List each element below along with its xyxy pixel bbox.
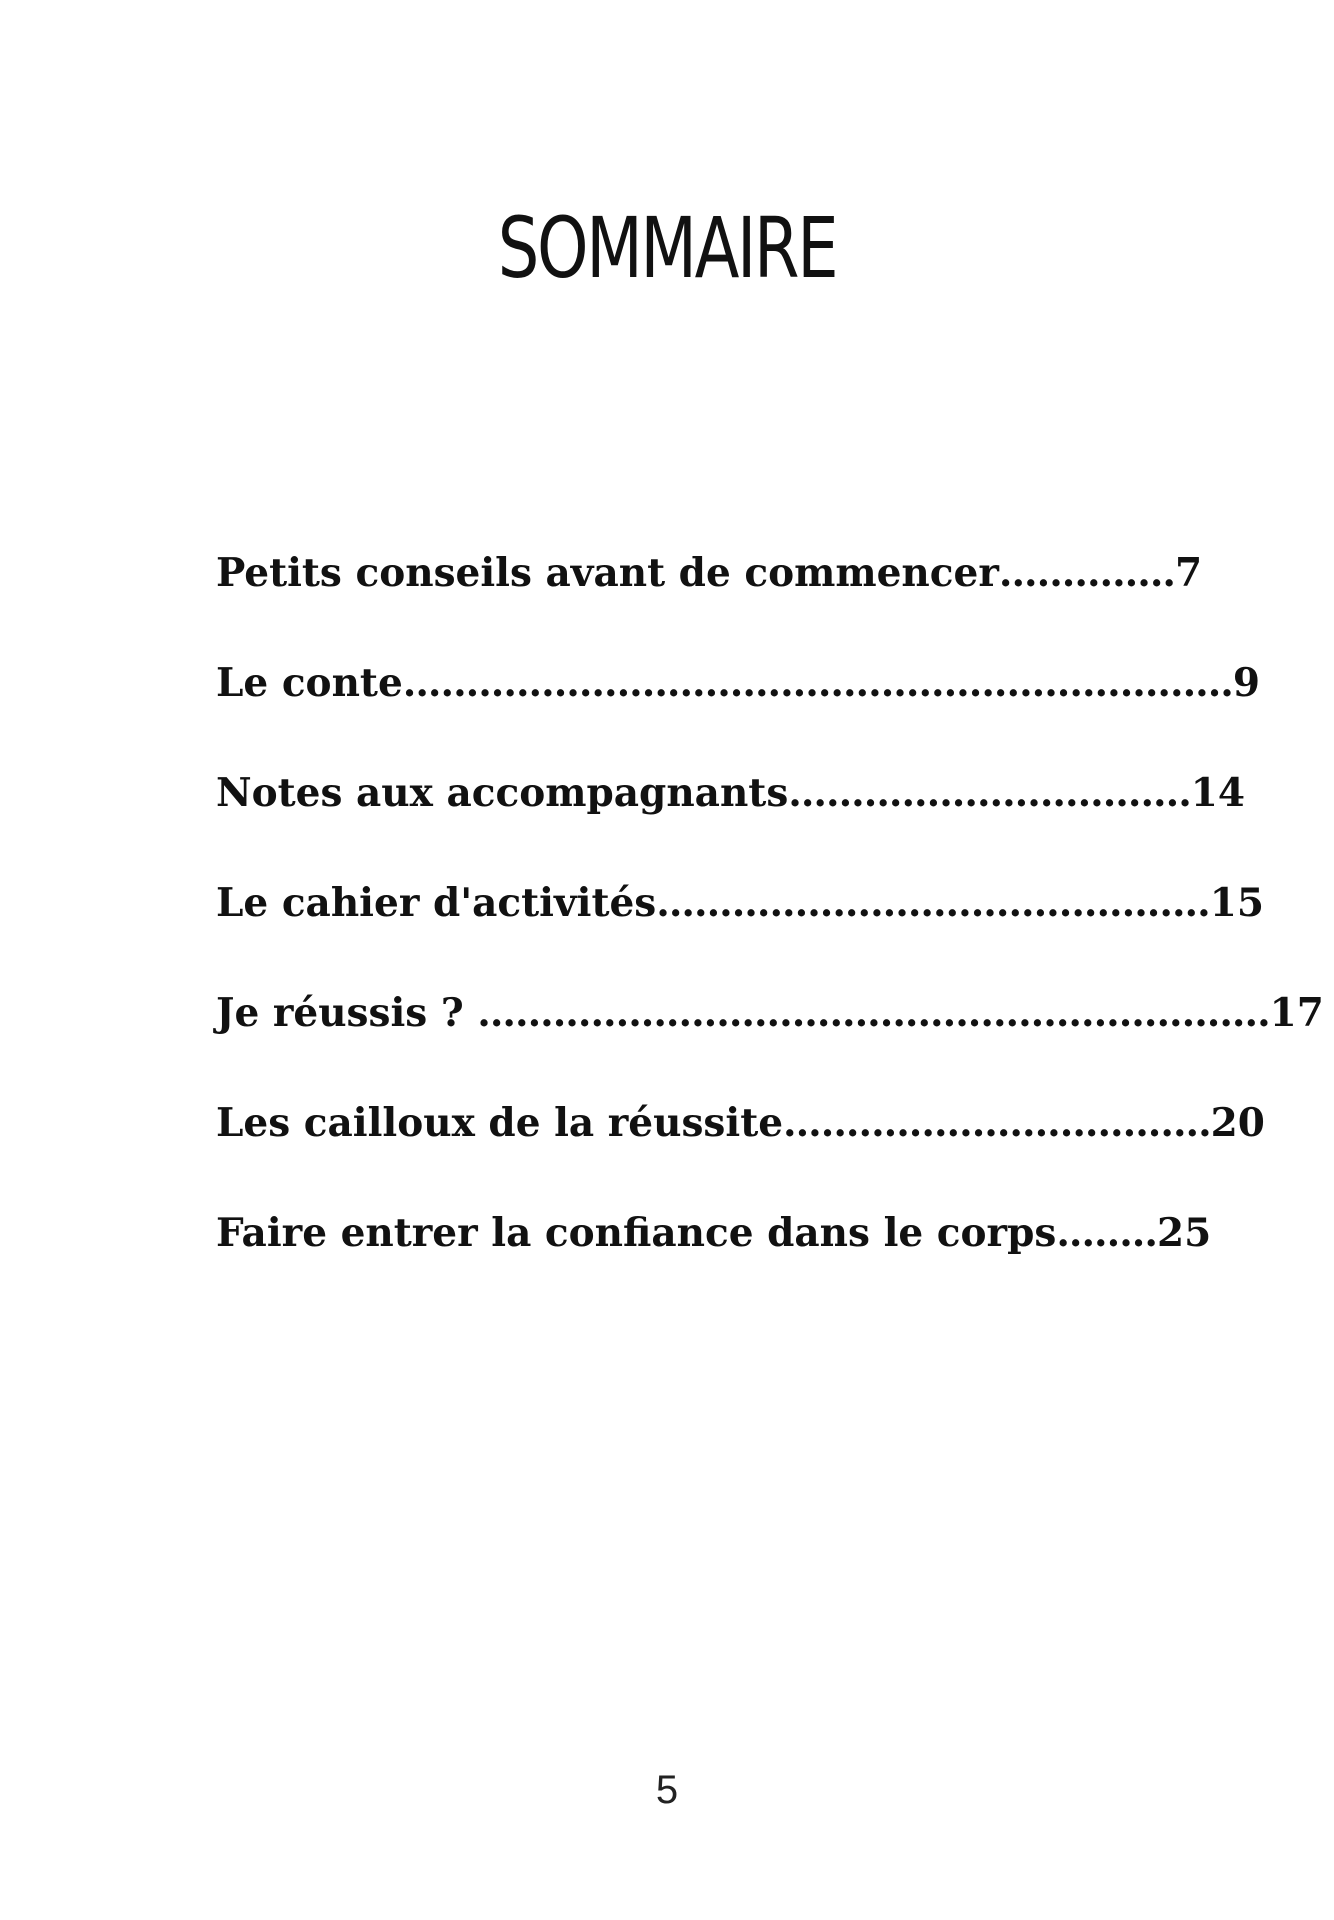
page-title: SOMMAIRE (497, 199, 837, 298)
toc-entry (216, 875, 1264, 985)
toc-entry-page: 14 (1190, 770, 1246, 816)
toc-entry-label: Le conte (216, 660, 403, 706)
toc-entry-label: Je réussis ? (216, 990, 478, 1036)
toc-entry (216, 765, 1246, 875)
toc-entry-leader: ............................................ (656, 880, 1210, 926)
toc-entry-leader: ................................ (788, 770, 1191, 816)
toc-entry-leader: .................................. (783, 1100, 1211, 1146)
toc-entry (216, 1205, 1212, 1315)
toc-entry-label: Les cailloux de la réussite (216, 1100, 784, 1146)
page-number: 5 (655, 1768, 679, 1812)
toc-entry (216, 1095, 1265, 1205)
toc-entry-leader: ............................................................... (477, 990, 1270, 1036)
toc-entry-label: Faire entrer la confiance dans le corps (216, 1210, 1057, 1256)
toc-entry-label: Petits conseils avant de commencer (216, 550, 999, 596)
toc-entry-label: Notes aux accompagnants (216, 770, 789, 816)
toc-entry-page: 9 (1232, 660, 1261, 706)
toc-entry-leader: ........ (1056, 1210, 1157, 1256)
toc-entry-leader: .............. (998, 550, 1175, 596)
toc-entry-page: 7 (1175, 550, 1203, 596)
toc-entry (216, 655, 1261, 765)
toc-entry-label: Le cahier d'activités (216, 880, 657, 926)
toc-entry-page: 20 (1210, 1100, 1265, 1146)
toc-entry-page: 25 (1156, 1210, 1212, 1256)
table-of-contents (216, 545, 1324, 1315)
toc-entry-page: 15 (1209, 880, 1264, 926)
toc-entry-page: 17 (1269, 990, 1324, 1036)
toc-entry (216, 545, 1203, 655)
toc-entry (216, 985, 1324, 1095)
toc-entry-leader: .................................................................. (402, 660, 1233, 706)
